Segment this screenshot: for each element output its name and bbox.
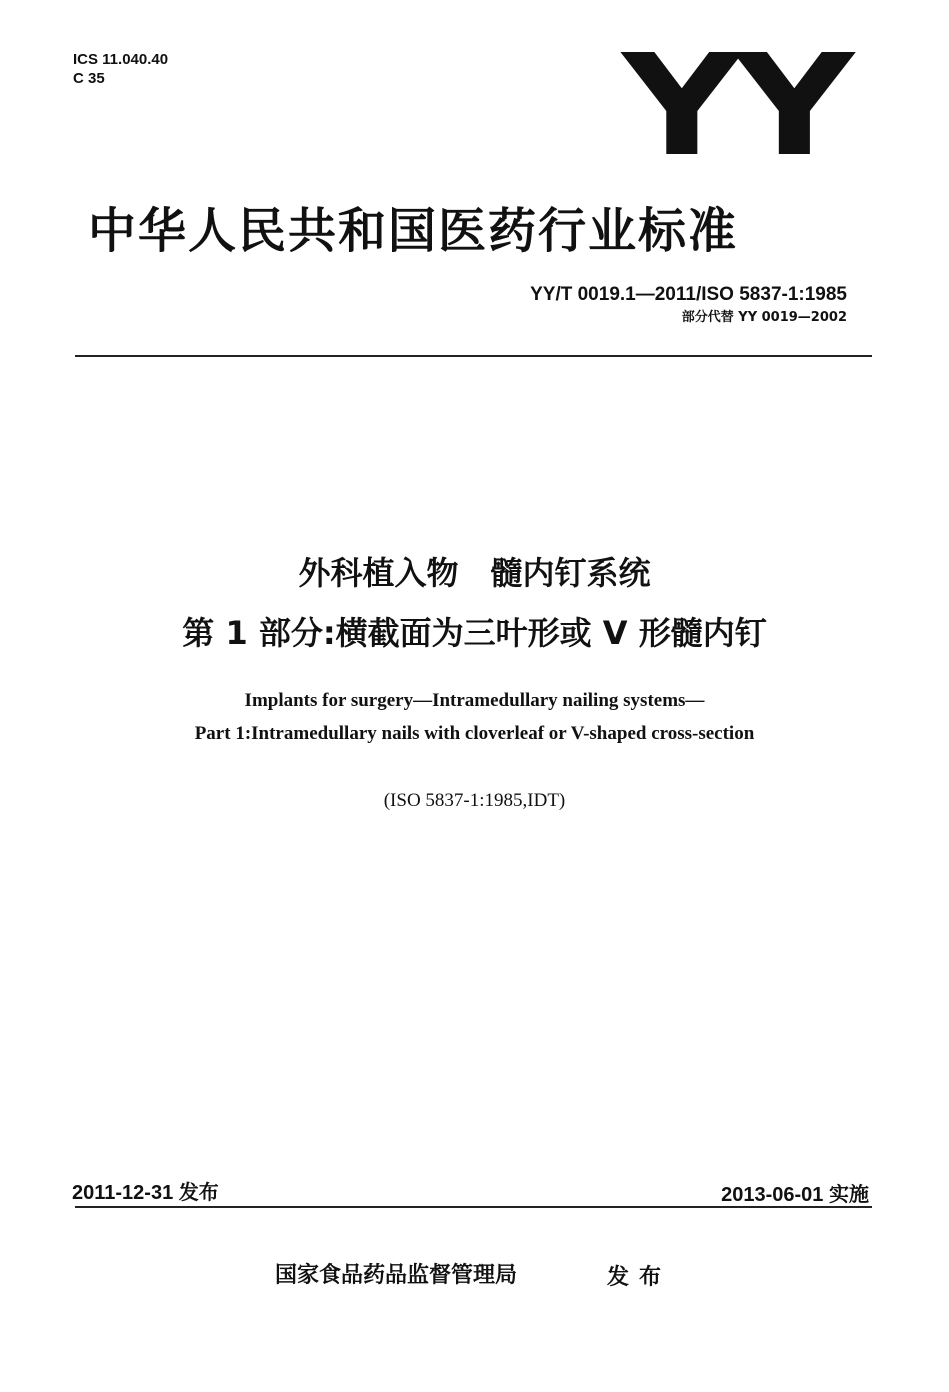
ccs-code: C 35 bbox=[73, 70, 105, 87]
title-chinese-line-2: 第 1 部分:横截面为三叶形或 V 形髓内钉 bbox=[182, 614, 767, 652]
bottom-divider bbox=[75, 1206, 872, 1208]
issue-date: 2011-12-31 发布 bbox=[72, 1182, 219, 1204]
title-english-line-2: Part 1:Intramedullary nails with cloverleaf or V-shaped cross-section bbox=[194, 723, 755, 744]
standard-number: YY/T 0019.1—2011/ISO 5837-1:1985 bbox=[530, 284, 847, 305]
classification-block bbox=[73, 50, 168, 88]
replaces-note: 部分代替 YY 0019—2002 bbox=[681, 310, 847, 325]
title-chinese-line-1: 外科植入物 髓内钉系统 bbox=[298, 554, 651, 592]
iso-equivalence: (ISO 5837-1:1985,IDT) bbox=[383, 790, 566, 811]
organization-title: 中华人民共和国医药行业标准 bbox=[88, 203, 739, 259]
publish-label: 发布 bbox=[607, 1265, 672, 1290]
implementation-date: 2013-06-01 实施 bbox=[721, 1184, 869, 1206]
yy-logo: YY bbox=[622, 25, 848, 188]
ics-code: ICS 11.040.40 bbox=[73, 51, 169, 68]
publisher-name: 国家食品药品监督管理局 bbox=[275, 1263, 518, 1288]
top-divider bbox=[75, 355, 872, 357]
title-english-line-1: Implants for surgery—Intramedullary nailing systems— bbox=[244, 690, 705, 711]
